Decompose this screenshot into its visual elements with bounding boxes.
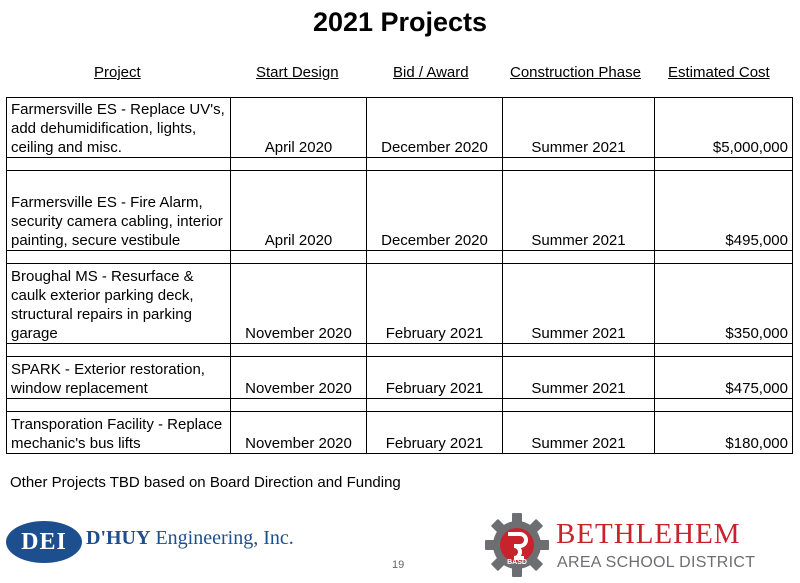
spacer-row (7, 399, 793, 412)
cell-start-design: April 2020 (231, 98, 367, 158)
cell-start-design: November 2020 (231, 264, 367, 344)
header-start-design: Start Design (256, 64, 339, 81)
cell-project: SPARK - Exterior restoration, window replacement (7, 357, 231, 399)
dei-company-rest: Engineering, Inc. (150, 527, 294, 549)
header-bid-award: Bid / Award (393, 64, 469, 81)
table-row (7, 412, 793, 454)
cell-estimated-cost: $475,000 (655, 357, 793, 399)
cell-bid-award: February 2021 (367, 357, 503, 399)
cell-project: Farmersville ES - Fire Alarm, security camera cabling, interior painting, secure vestibule (7, 171, 231, 251)
page-title: 2021 Projects (312, 7, 488, 37)
cell-construction-phase: Summer 2021 (503, 357, 655, 399)
cell-project: Farmersville ES - Replace UV's, add dehumidification, lights, ceiling and misc. (7, 98, 231, 158)
header-construction-phase: Construction Phase (510, 64, 641, 81)
header-estimated-cost: Estimated Cost (668, 64, 770, 81)
spacer-row (7, 344, 793, 357)
cell-bid-award: December 2020 (367, 171, 503, 251)
table-row (7, 171, 793, 251)
dei-company-bold: D'HUY (86, 527, 151, 549)
cell-project: Broughal MS - Resurface & caulk exterior parking deck, structural repairs in parking garage (7, 264, 231, 344)
basd-logo (484, 510, 794, 580)
basd-name: BETHLEHEM (556, 518, 741, 550)
header-project: Project (94, 64, 141, 81)
cell-start-design: April 2020 (231, 171, 367, 251)
cell-bid-award: December 2020 (367, 98, 503, 158)
cell-start-design: November 2020 (231, 412, 367, 454)
gear-icon (484, 512, 550, 578)
page-number: 19 (392, 559, 405, 571)
spacer-row (7, 251, 793, 264)
table-row (7, 357, 793, 399)
cell-project: Transporation Facility - Replace mechanic's bus lifts (7, 412, 231, 454)
cell-start-design: November 2020 (231, 357, 367, 399)
dei-company-name (86, 527, 294, 550)
cell-construction-phase: Summer 2021 (503, 412, 655, 454)
cell-bid-award: February 2021 (367, 412, 503, 454)
cell-construction-phase: Summer 2021 (503, 264, 655, 344)
cell-estimated-cost: $350,000 (655, 264, 793, 344)
dei-oval-mark: DEI (6, 521, 82, 563)
projects-table (6, 97, 793, 454)
footnote: Other Projects TBD based on Board Direction and Funding (10, 474, 401, 491)
basd-badge-text: BASD (507, 559, 527, 566)
spacer-row (7, 158, 793, 171)
basd-subtitle: AREA SCHOOL DISTRICT (557, 554, 756, 571)
cell-construction-phase: Summer 2021 (503, 171, 655, 251)
dei-logo (2, 517, 342, 567)
cell-construction-phase: Summer 2021 (503, 98, 655, 158)
table-row (7, 264, 793, 344)
table-row (7, 98, 793, 158)
cell-estimated-cost: $5,000,000 (655, 98, 793, 158)
cell-estimated-cost: $180,000 (655, 412, 793, 454)
cell-estimated-cost: $495,000 (655, 171, 793, 251)
cell-bid-award: February 2021 (367, 264, 503, 344)
column-headers (0, 64, 800, 84)
